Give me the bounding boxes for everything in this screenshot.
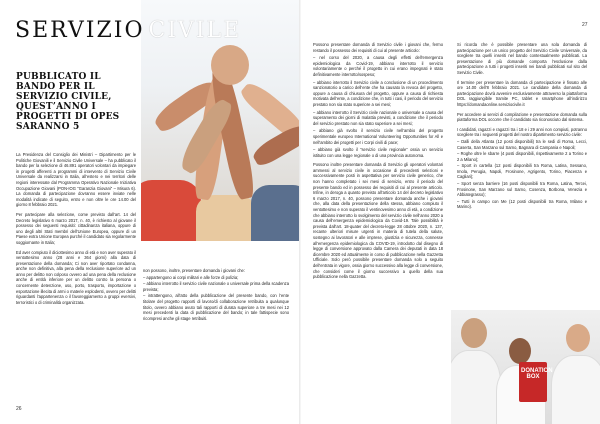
paragraph: – abbiano interrotto il servizio civile nazionale o universale prima della scadenza prevista;: [143, 281, 289, 292]
donation-box: [519, 362, 553, 402]
right-column-1: [313, 42, 443, 284]
paragraph: Il termine per presentare la domanda di partecipazione è fissato alle ore 14.00 dell’8 febbraio 2021. Le candidate della domanda di partecipazione dovrà avvenire esclusivamente attraverso la piattaforma DOL raggiungibile tramite PC, tablet e smartphone all’indirizzo https://domandaonline.serviziocivile.it: [457, 79, 587, 107]
paragraph: – Dalli della Atlanta (12 posti disponibili) tra le sedi di Roma, Lecci, Caserta, San Marzano sul Sarno, Bagnara di Campania e Napoli;: [457, 138, 587, 150]
paragraph: Per partecipare alla selezione, come previsto dall’art. 14 del Decreto legislativo 6 marzo 2017, n. 40, è richiesto al giovane il possesso dei seguenti requisiti: cittadinanza italiana, oppure di uno degli altri Stati membri dell’Unione Europea, oppure di un Paese extra Unione Europea purché il candidato sia regolarmente soggiornante in Italia;: [16, 211, 136, 245]
title-word-2: CIVILE: [148, 18, 242, 43]
paragraph: – appartengono ai corpi militari e alle forze di polizia;: [143, 274, 239, 280]
paragraph: – abbiano già svolto il servizio civile nell’ambio del progetto sperimentale europeo International Volunteering Opportunities for All e nell’ambito dei progetti per i Corpi civili di pace;: [313, 128, 443, 145]
paragraph: – intrattengono, all’atto della pubblicazione del presente bando, con l’ente titolare del progetto rapporti di lavoro/di collaborazione retribuita a qualunque titolo, ovvero abbiano avuto tali rapporti di durata superiore a tre mesi nei 12 mesi precedenti la data di pubblicazione del bando; in tale fattispecie sono ricompresi anche gli stage retribuiti.: [143, 293, 289, 321]
right-column-2: [457, 42, 587, 214]
paragraph: – Roghe oltre le sbarre (4 posti disponibili, rispettivamente 2 a Torino e 2 a Milano);: [457, 151, 587, 162]
paragraph: – Sport in cartella (12 posti disponibili tra Roma, Latina, Sessano, Imola, Perugia, Napoli, Frosinone, Agrigento, Torino, Piacenza e Cagliari);: [457, 163, 587, 180]
paragraph: – abbiano interrotto il Servizio civile nazionale o universale a causa del superamento dei giorni di malattia previsti, a condizione che il periodo del servizio prestato non sia stato superiore a sei mesi;: [313, 109, 443, 126]
paragraph: – Tutti in campo con Me (12 posti disponibili tra Roma, Milano e Marino).: [457, 198, 587, 210]
paragraph: – nel corso del 2020, a causa degli effetti dell’emergenza epidemiologica da Covid-19, abbiano interrotto il servizio volontariamente o perché il progetto in cui erano impegnati è stato definitivamente interrotto/sospeso;: [313, 55, 443, 77]
paragraph: – abbiano già svolto il “servizio civile regionale” ossia un servizio istituito con una legge regionale o di una provincia autonoma.: [313, 147, 443, 158]
left-column-2: [143, 268, 289, 325]
page-title: [15, 18, 241, 43]
paragraph: – Sport senza barriere (16 posti disponibili tra Roma, Latina, Tercei, Frosinone, San Marzano sul Sarno, Cosenza, Borbona, Venezia e Abbiategrasso);: [457, 181, 587, 198]
volunteers-photo: [451, 310, 600, 424]
paragraph: Si ricorda che è possibile presentare una sola domanda di partecipazione per un unico progetto del Servizio Civile Universale, da scegliere tra quelli inseriti nel bando contestualmente pubblicati. La presentazione di più domande comporta l’esclusione dalla partecipazione a tutti i progetti inseriti nei bandi pubblicati sul sito del Servizio Civile.: [457, 42, 587, 75]
paragraph: Possono presentare domanda di Servizio civile i giovani che, fermo restando il possesso dei requisiti di cui al presente articolo:: [313, 42, 443, 53]
paragraph: – abbiano interrotto il Servizio civile a conclusione di un procedimento sanzionatorio a carico dell’ente che ha causato la revoca del progetto, oppure a causa di chiusura del progetto, oppure a causa di richiesta motivata dell’ente, a condizione che, in tutti i casi, il periodo del servizio prestato non sia stato superiore a sei mesi;: [313, 79, 443, 107]
page-number-right: 27: [582, 22, 588, 28]
paragraph: Ed aver compiuto il diciottesimo anno di età e non aver superato il ventottesimo anno (28 anni e 364 giorni) alla data di presentazione della domanda; Ci non aver riportato condanna, anche non definitiva, alla pena della reclusione superiore ad un anno per delitto non colposo ovvero ad una pena della reclusione anche di entità inferiore per un delitto contro la persona o concernente detenzione, uso, porto, trasporto, importazione o esportazione illecita di armi o materie esplodenti, ovvero per delitti riguardanti l’appartenenza o il favoreggiamento a gruppi eversivi, terroristici o di criminalità organizzata.: [16, 249, 136, 305]
paragraph: I candidati, ragazzi e ragazzi tra i 18 e i 29 anni non compiuti, potranno scegliere tra i seguenti progetti del nostro dipartimento servizio civile:: [457, 126, 587, 138]
spread-gutter: [299, 0, 301, 424]
paragraph: non possono, inoltre, presentare domanda i giovani che:: [143, 268, 245, 273]
left-column-1: [16, 152, 136, 309]
paragraph: La Presidenza del Consiglio dei Ministri – Dipartimento per le Politiche Giovanili e il Servizio Civile Universale – ha pubblicato il bando per la selezione di 46.891 operatori volontari da impiegare in progetti afferenti a programmi di intervento di Servizio Civile Universale da realizzarsi in Italia, all’estero e nei territori delle regioni interessate dal Programma Operativo Nazionale Iniziativa Occupazione Giovani (PON-IOG “Garanzia Giovani” – Misura 6). La domanda di partecipazione dovranno essere inviate nelle modalità indicate di seguito, entro e non oltre le ore 14.00 del giorno 8 febbraio 2021.: [16, 152, 136, 208]
paragraph: Possono inoltre presentare domanda di Servizio gli operatori volontari ammessi al servizio civile in occasione di precedenti selezioni e successivamente posti in aspettativa per servizio civile generico, che non hanno completato i sei mesi di servizio, entro il periodo del presente bando ed in possesso dei requisiti di cui al presente articolo. Infine, in deroga a quanto previsto all’articolo 14 del decreto legislativo 6 marzo 2017, n. 40, possono presentare domanda anche i giovani che, alla data della presentazione della stessa, abbiano compiuto il ventottesimo e non superato il ventinovesimo anno di età, a condizione che abbiano interrotto lo svolgimento del servizio civile nell’anno 2020 a causa dell’emergenza epidemiologica da Covid-19. Tale possibilità è prevista dall’art. 18-quater del decreto-legge 28 ottobre 2020, n. 137, recante ulteriori misure urgenti in materia di tutela della salute, sostegno ai lavoratori e alle imprese, giustizia e sicurezza, connesse all’emergenza epidemiologica da COVID-19, introdotto dal disegno di legge di conversione approvato dalla Camera dei deputati in data 18 dicembre 2020 ed attualmente in corso di pubblicazione nella Gazzetta Ufficiale. Solo però possibile presentare domanda solo a seguito dell’entrata in vigore, ossia giorno successivo alla legge di conversione, che consideri come il giorno successivo a quello della sua pubblicazione nella Gazzetta.: [313, 162, 443, 280]
page-number-left: 26: [16, 406, 22, 412]
title-word-1: SERVIZIO: [15, 18, 145, 43]
article-heading: PUBBLICATO IL BANDO PER IL SERVIZIO CIVILE, QUEST’ANNO I PROGETTI DI OPES SARANNO 5: [16, 72, 120, 132]
donation-box-label: DONATION BOX: [521, 368, 553, 380]
paragraph: Per accedere ai servizi di compilazione e presentazione domanda sulla piattaforma DOL occorre che il candidato sia riconosciuto dal sistema.: [457, 111, 587, 123]
